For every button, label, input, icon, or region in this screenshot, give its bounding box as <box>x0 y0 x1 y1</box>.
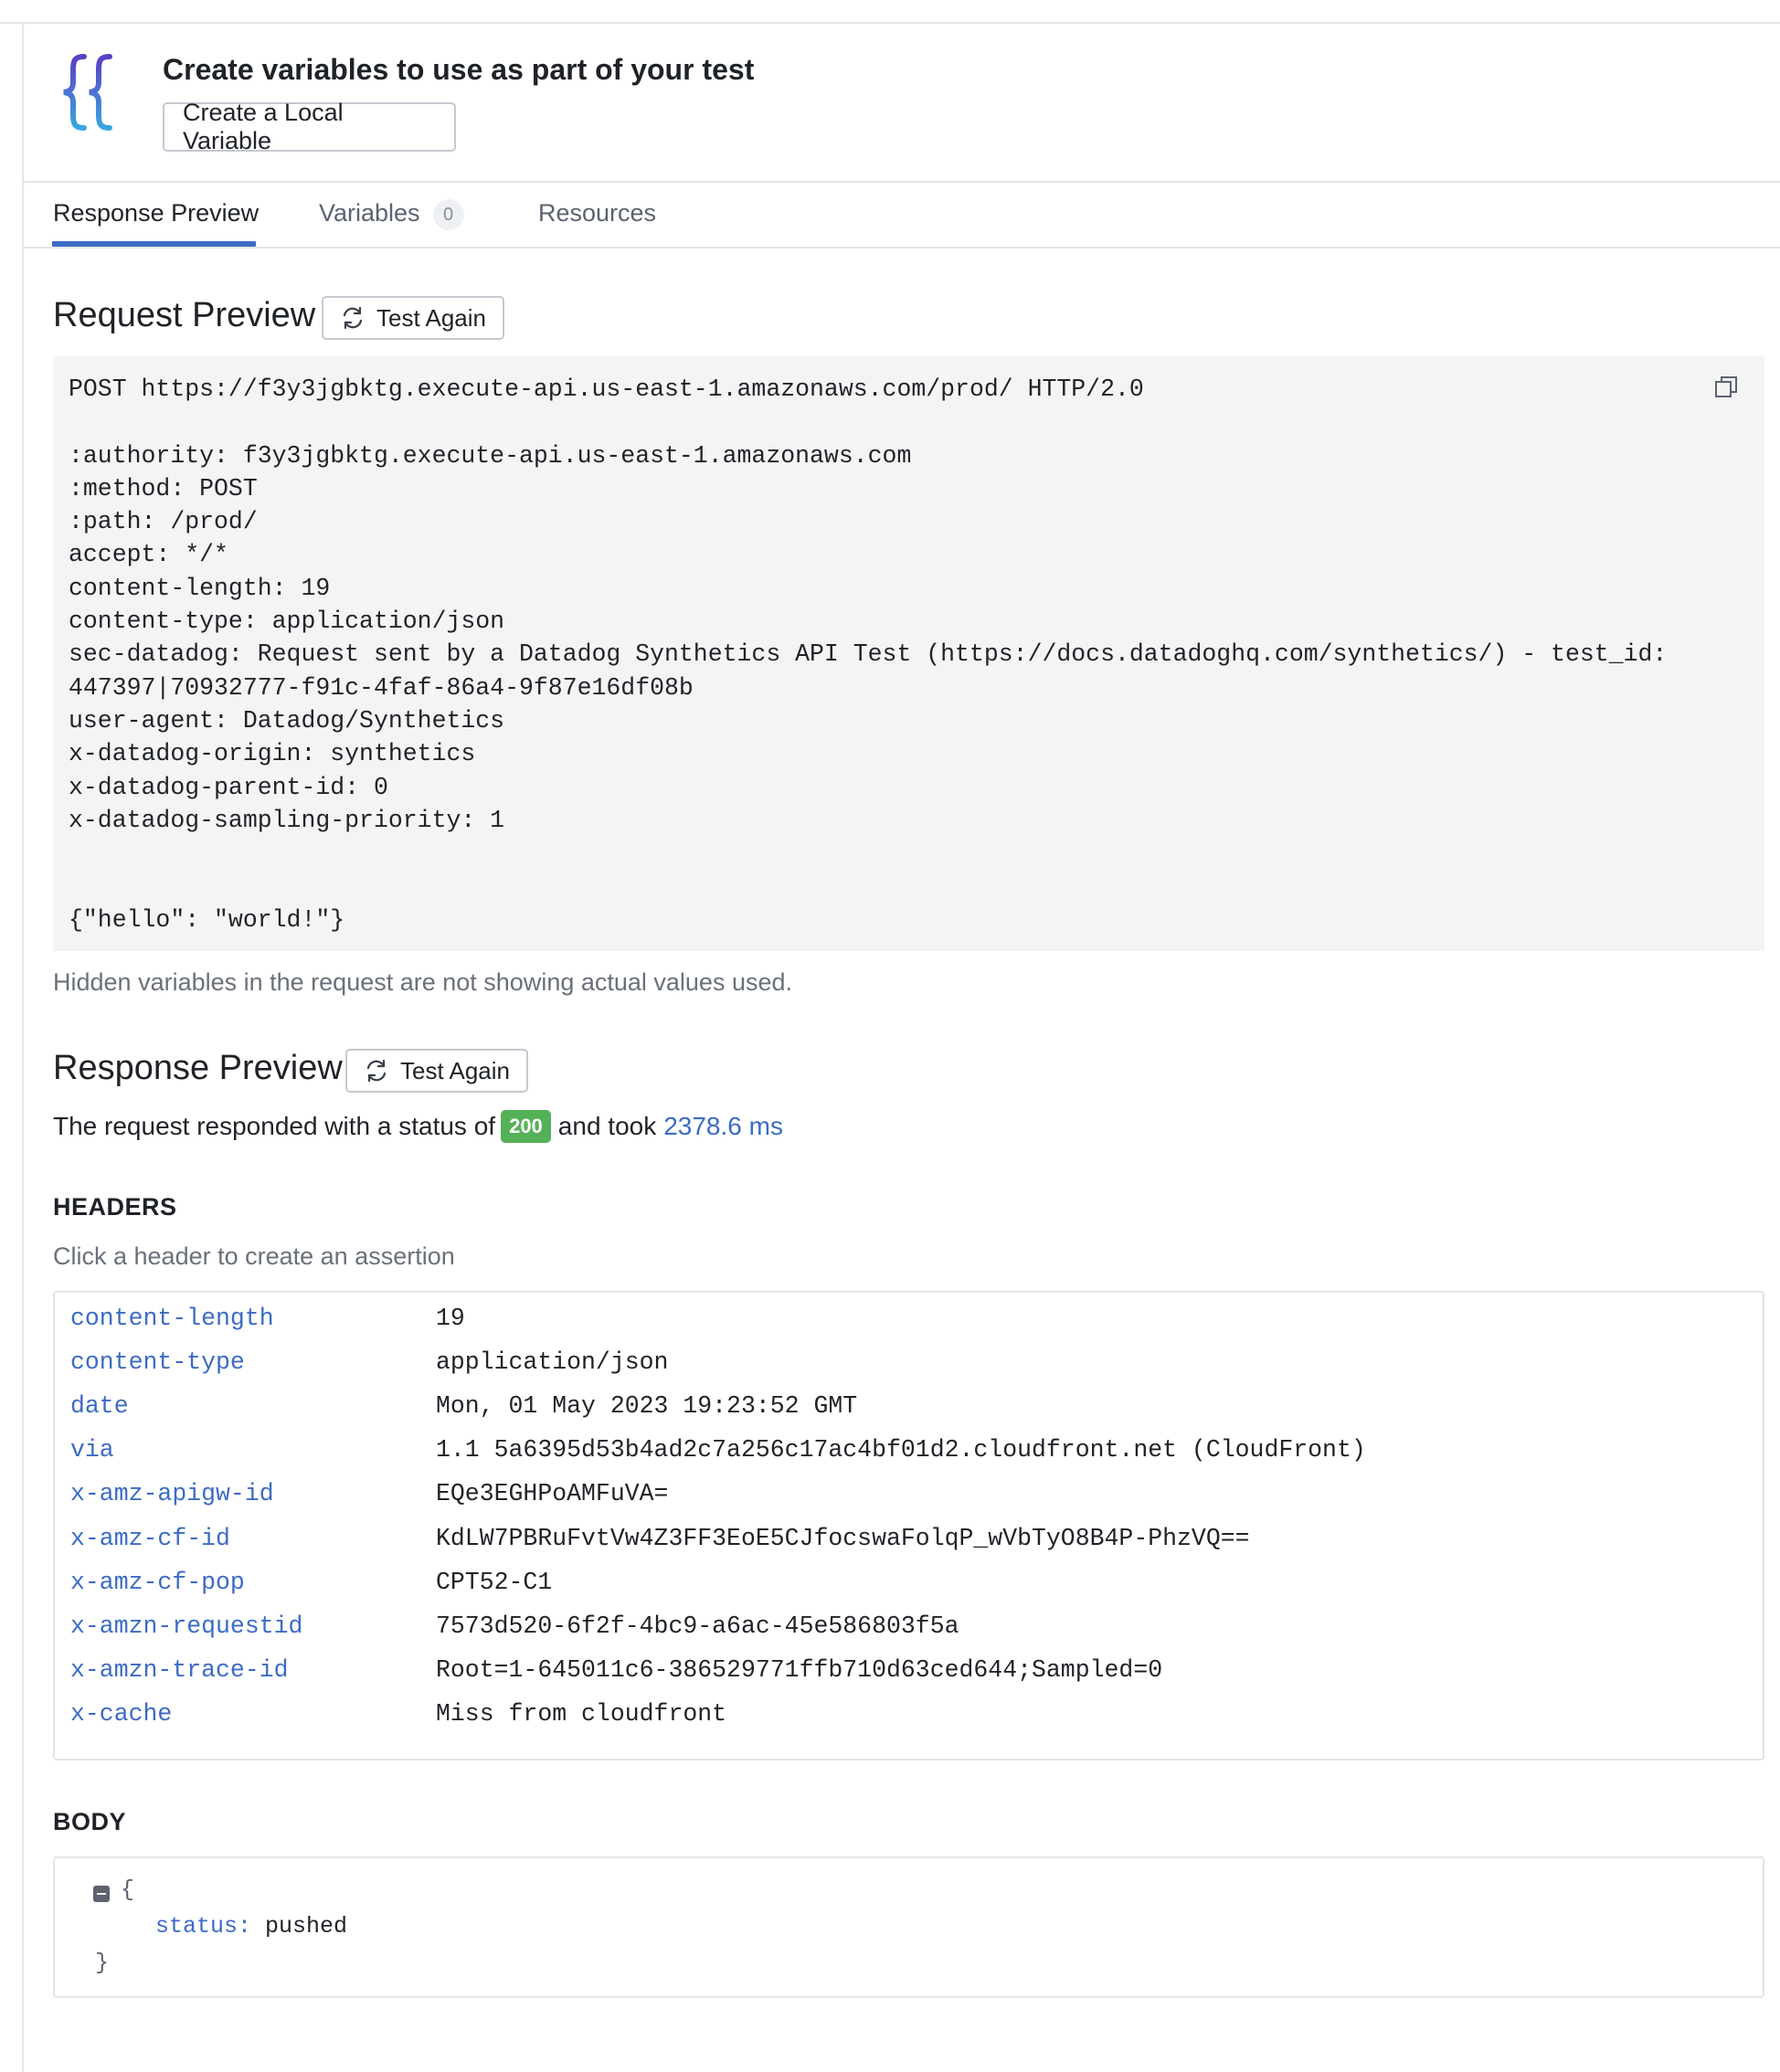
curly-braces-icon <box>60 53 126 132</box>
request-code-block <box>53 356 1764 951</box>
header-row[interactable] <box>70 1477 1743 1510</box>
header-row[interactable] <box>70 1610 1743 1643</box>
header-value: Root=1-645011c6-386529771ffb710d63ced644;Sampled=0 <box>436 1655 1163 1684</box>
header-key: content-type <box>70 1348 245 1377</box>
request-line: POST https://f3y3jgbktg.execute-api.us-east-1.amazonaws.com/prod/ HTTP/2.0 <box>69 375 1144 403</box>
request-test-again-button[interactable] <box>322 296 504 340</box>
tab-variables[interactable] <box>319 199 464 230</box>
request-line: :path: /prod/ <box>69 508 258 536</box>
tab-resources[interactable] <box>538 199 656 227</box>
collapse-icon[interactable] <box>93 1886 110 1902</box>
tab-label: Variables <box>319 199 420 227</box>
header-value: 19 <box>436 1305 465 1332</box>
test-again-label: Test Again <box>376 303 486 332</box>
refresh-icon <box>340 305 366 331</box>
header-value: CPT52-C1 <box>436 1568 553 1596</box>
header-value: Miss from cloudfront <box>436 1699 727 1728</box>
header-row[interactable] <box>70 1654 1743 1686</box>
header-value: EQe3EGHPoAMFuVA= <box>436 1480 669 1508</box>
request-line: content-length: 19 <box>69 574 331 602</box>
request-line: :authority: f3y3jgbktg.execute-api.us-east-1.amazonaws.com <box>69 441 912 470</box>
response-duration-link[interactable]: 2378.6 ms <box>663 1112 783 1140</box>
banner-divider <box>24 181 1780 183</box>
tab-label: Response Preview <box>53 199 260 227</box>
header-value: application/json <box>436 1348 669 1377</box>
response-headers-table <box>53 1291 1764 1760</box>
request-line <box>69 837 1749 870</box>
status-prefix: The request responded with a status of <box>53 1112 496 1140</box>
header-value: Mon, 01 May 2023 19:23:52 GMT <box>436 1392 858 1421</box>
header-row[interactable] <box>70 1390 1743 1422</box>
json-close-brace: } <box>95 1950 110 1976</box>
request-line: :method: POST <box>69 474 258 502</box>
create-local-variable-button[interactable]: Create a Local Variable <box>163 102 456 152</box>
header-key: date <box>70 1392 129 1421</box>
header-value: 7573d520-6f2f-4bc9-a6ac-45e586803f5a <box>436 1612 959 1640</box>
copy-icon[interactable] <box>1713 375 1739 400</box>
request-line: x-datadog-origin: synthetics <box>69 740 476 768</box>
took-text: and took <box>557 1112 657 1140</box>
json-line <box>155 1913 347 1940</box>
json-open-brace: { <box>121 1876 135 1903</box>
response-preview-title: Response Preview <box>53 1049 343 1087</box>
request-line: {"hello": "world!"} <box>69 905 345 934</box>
test-again-label: Test Again <box>400 1056 510 1084</box>
request-line: sec-datadog: Request sent by a Datadog Synthetics API Test (https://docs.datadoghq.com/synthetics/) - test_id: <box>69 640 1668 669</box>
refresh-icon <box>364 1058 389 1084</box>
left-divider <box>22 22 24 2072</box>
status-badge: 200 <box>501 1110 551 1143</box>
request-line <box>69 406 1749 439</box>
header-row[interactable] <box>70 1522 1743 1555</box>
request-line: x-datadog-parent-id: 0 <box>69 773 388 801</box>
header-key: via <box>70 1436 114 1464</box>
headers-heading: HEADERS <box>53 1193 177 1221</box>
tab-response-preview[interactable] <box>53 199 259 227</box>
header-row[interactable] <box>70 1302 1743 1335</box>
header-value: KdLW7PBRuFvtVw4Z3FF3EoE5CJfocswaFolqP_wVbTyO8B4P-PhzVQ== <box>436 1524 1250 1552</box>
header-row[interactable] <box>70 1346 1743 1379</box>
headers-hint: Click a header to create an assertion <box>53 1242 455 1270</box>
request-line: 447397|70932777-f91c-4faf-86a4-9f87e16df08b <box>69 673 694 702</box>
header-key: x-amzn-requestid <box>70 1612 303 1640</box>
response-test-again-button[interactable] <box>345 1049 528 1093</box>
json-key: status: <box>155 1913 252 1940</box>
request-line <box>69 870 1749 903</box>
header-key: x-amz-apigw-id <box>70 1480 274 1508</box>
header-value: 1.1 5a6395d53b4ad2c7a256c17ac4bf01d2.cloudfront.net (CloudFront) <box>436 1436 1366 1464</box>
header-key: x-amz-cf-pop <box>70 1568 245 1596</box>
hidden-variables-note: Hidden variables in the request are not showing actual values used. <box>53 968 792 996</box>
response-status-line <box>53 1110 783 1143</box>
header-row[interactable] <box>70 1566 1743 1599</box>
header-key: x-amzn-trace-id <box>70 1655 289 1684</box>
header-key: x-cache <box>70 1699 173 1728</box>
request-line: content-type: application/json <box>69 608 505 636</box>
variables-count-badge: 0 <box>433 199 464 230</box>
header-row[interactable] <box>70 1697 1743 1730</box>
header-key: content-length <box>70 1305 274 1332</box>
banner-title: Create variables to use as part of your test <box>163 53 755 86</box>
header-row[interactable] <box>70 1433 1743 1466</box>
top-divider <box>0 22 1780 24</box>
request-lines <box>69 373 1749 936</box>
request-line: accept: */* <box>69 541 228 569</box>
request-preview-title: Request Preview <box>53 296 316 334</box>
header-key: x-amz-cf-id <box>70 1524 230 1552</box>
request-line: user-agent: Datadog/Synthetics <box>69 706 505 735</box>
body-heading: BODY <box>53 1808 127 1835</box>
tab-label: Resources <box>538 199 657 227</box>
tabs-divider <box>24 247 1780 248</box>
request-line: x-datadog-sampling-priority: 1 <box>69 806 505 834</box>
response-body-viewer <box>53 1856 1764 1998</box>
json-value: pushed <box>265 1913 348 1940</box>
